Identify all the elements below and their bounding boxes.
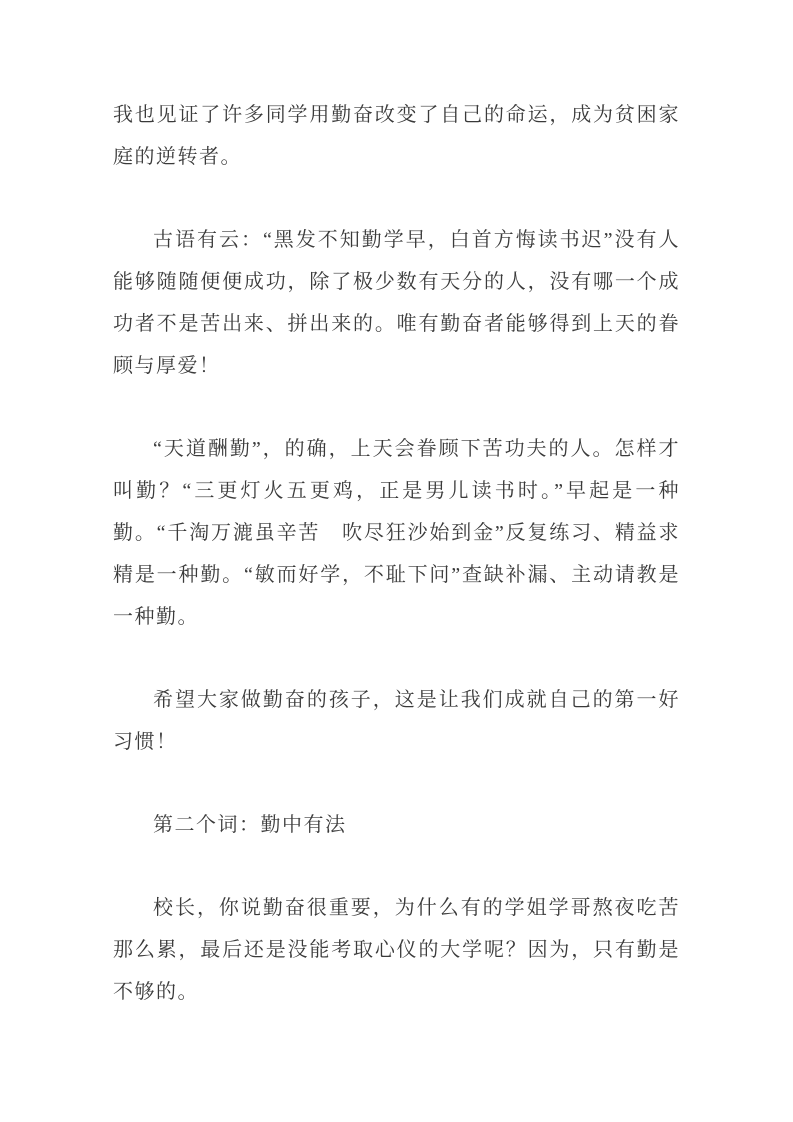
paragraph-2: 古语有云：“黑发不知勤学早，白首方悔读书迟”没有人能够随随便便成功，除了极少数有天分的人，没有哪一个成功者不是苦出来、拼出来的。唯有勤奋者能够得到上天的眷顾与厚爱！ [113, 229, 680, 377]
paragraph-1: 我也见证了许多同学用勤奋改变了自己的命运，成为贫困家庭的逆转者。 [113, 104, 680, 168]
paragraph-5-heading: 第二个词：勤中有法 [153, 814, 347, 836]
paragraph-3: “天道酬勤”，的确，上天会眷顾下苦功夫的人。怎样才叫勤？“三更灯火五更鸡，正是男儿读书时。”早起是一种勤。“千淘万漉虽辛苦 吹尽狂沙始到金”反复练习、精益求精是一种勤。“敏而好学，不耻下问”查缺补漏、主动请教是一种勤。 [113, 438, 680, 628]
paragraph-4: 希望大家做勤奋的孩子，这是让我们成就自己的第一好习惯！ [113, 689, 680, 753]
paragraph-6: 校长，你说勤奋很重要，为什么有的学姐学哥熬夜吃苦那么累，最后还是没能考取心仪的大学呢？因为，只有勤是不够的。 [113, 897, 680, 1003]
